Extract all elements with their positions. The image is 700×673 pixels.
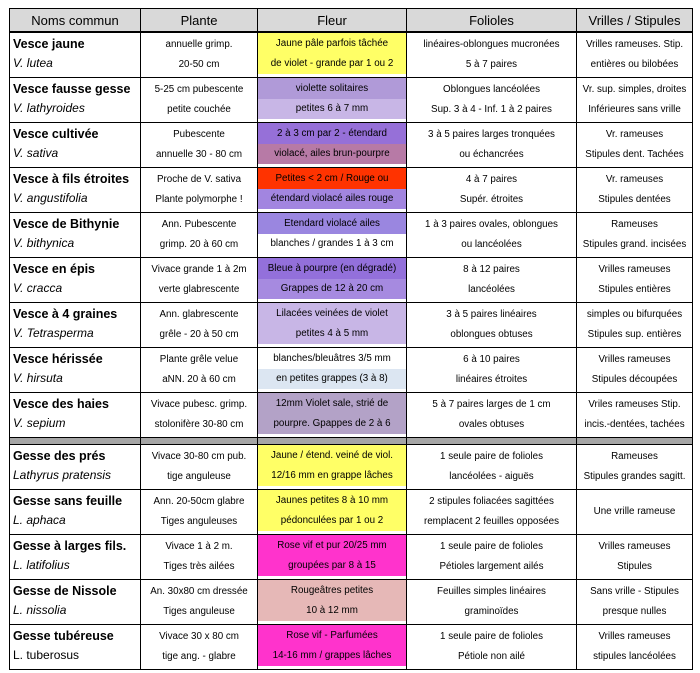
folioles-cell [407, 168, 577, 213]
latin-name: V. bithynica [13, 236, 75, 250]
folioles-line: lancéolées - aiguës [449, 471, 534, 482]
table-row [10, 213, 693, 258]
folioles-cell [407, 535, 577, 580]
vrilles-line: Vr. rameuses [605, 174, 664, 185]
folioles-line: 4 à 7 paires [465, 174, 518, 185]
folioles-line: graminoïdes [464, 606, 519, 617]
species-name-cell [10, 535, 141, 580]
folioles-line: 6 à 10 paires [463, 354, 520, 365]
vrilles-line: Vrilles rameuses [598, 354, 671, 365]
species-name-cell [10, 168, 141, 213]
fleur-line: groupées par 8 à 15 [258, 556, 406, 576]
fleur-cell [258, 258, 407, 303]
fleur-cell [258, 213, 407, 258]
plante-line: Proche de V. sativa [156, 174, 242, 185]
plante-line: grêle - 20 à 50 cm [159, 329, 239, 340]
plante-line: Vivace 1 à 2 m. [165, 541, 233, 552]
folioles-line: oblongues obtuses [450, 329, 533, 340]
plante-line: Plante grêle velue [159, 354, 239, 365]
latin-name: V. sepium [13, 416, 66, 430]
vrilles-cell [577, 580, 693, 625]
common-name: Vesce de Bithynie [13, 217, 120, 231]
fleur-cell [258, 445, 407, 490]
plante-cell [141, 490, 258, 535]
folioles-line: ou lancéolées [461, 239, 522, 250]
latin-name: L. aphaca [13, 513, 66, 527]
folioles-line: 3 à 5 paires linéaires [446, 309, 537, 320]
common-name: Vesce des haies [13, 397, 109, 411]
fleur-line: Etendard violacé ailes [258, 213, 406, 234]
plante-cell [141, 625, 258, 670]
plante-line: Pubescente [173, 129, 225, 140]
folioles-line: 1 seule paire de folioles [440, 631, 543, 642]
vrilles-line: simples ou bifurquées [586, 309, 683, 320]
vrilles-cell [577, 535, 693, 580]
fleur-cell [258, 625, 407, 670]
vrilles-line: Rameuses [611, 219, 658, 230]
vrilles-line: Rameuses [611, 451, 658, 462]
latin-name: V. cracca [13, 281, 63, 295]
folioles-cell [407, 258, 577, 303]
vrilles-line: Stipules dent. Tachées [585, 149, 684, 160]
vrilles-line: Vrilles rameuses. Stip. [585, 39, 684, 50]
folioles-line: 5 à 7 paires [465, 59, 518, 70]
table-row [10, 168, 693, 213]
vrilles-line: Vr. rameuses [605, 129, 664, 140]
vrilles-line: Stipules entières [598, 284, 671, 295]
common-name: Vesce cultivée [13, 127, 99, 141]
latin-name: V. hirsuta [13, 371, 63, 385]
fleur-line: en petites grappes (3 à 8) [258, 369, 406, 389]
header-row [10, 9, 693, 33]
folioles-line: lancéolées [468, 284, 515, 295]
common-name: Vesce en épis [13, 262, 96, 276]
folioles-line: Pétiole non ailé [458, 651, 525, 662]
fleur-line: Rougeâtres petites [258, 580, 406, 601]
plante-cell [141, 303, 258, 348]
folioles-line: ovales obtuses [458, 419, 525, 430]
plante-cell [141, 393, 258, 438]
plante-line: Tiges anguleuse [163, 606, 235, 617]
vrilles-line: Stipules sup. entières [587, 329, 682, 340]
plante-line: Vivace 30 x 80 cm [159, 631, 239, 642]
folioles-cell [407, 123, 577, 168]
fleur-line: de violet - grande par 1 ou 2 [258, 54, 406, 74]
plante-line: petite couchée [167, 104, 231, 115]
separator-cell [10, 438, 141, 445]
vrilles-cell [577, 168, 693, 213]
vrilles-line: Vrilles rameuses [598, 264, 671, 275]
table-row [10, 348, 693, 393]
folioles-cell [407, 213, 577, 258]
folioles-line: Supér. étroites [459, 194, 524, 205]
fleur-cell [258, 490, 407, 535]
plante-cell [141, 32, 258, 78]
plante-cell [141, 123, 258, 168]
common-name: Gesse des prés [13, 449, 106, 463]
vrilles-line: Stipules découpées [591, 374, 678, 385]
latin-name: V. lutea [13, 56, 53, 70]
species-name-cell [10, 445, 141, 490]
separator-cell [577, 438, 693, 445]
species-name-cell [10, 258, 141, 303]
fleur-line: 10 à 12 mm [258, 601, 406, 621]
plante-line: tige ang. - glabre [162, 651, 236, 662]
folioles-line: ou échancrées [459, 149, 524, 160]
latin-name: V. sativa [13, 146, 59, 160]
table-row [10, 445, 693, 490]
folioles-cell [407, 490, 577, 535]
species-name-cell [10, 580, 141, 625]
vrilles-cell [577, 348, 693, 393]
folioles-line: 3 à 5 paires larges tronquées [428, 129, 555, 140]
group-separator [10, 438, 693, 445]
species-name-cell [10, 32, 141, 78]
common-name: Vesce hérissée [13, 352, 103, 366]
vrilles-line: Une vrille rameuse [593, 506, 676, 517]
species-name-cell [10, 393, 141, 438]
vrilles-line: stipules lancéolées [593, 651, 676, 662]
fleur-cell [258, 123, 407, 168]
fleur-cell [258, 32, 407, 78]
vrilles-cell [577, 445, 693, 490]
separator-cell [258, 438, 407, 445]
folioles-line: 8 à 12 paires [463, 264, 520, 275]
folioles-cell [407, 348, 577, 393]
fleur-cell [258, 348, 407, 393]
folioles-cell [407, 78, 577, 123]
plante-cell [141, 168, 258, 213]
fleur-cell [258, 393, 407, 438]
fleur-line: violette solitaires [258, 78, 406, 99]
common-name: Gesse à larges fils. [13, 539, 127, 553]
table-row [10, 32, 693, 78]
vrilles-cell [577, 393, 693, 438]
plante-line: aNN. 20 à 60 cm [162, 374, 236, 385]
plante-line: Vivace pubesc. grimp. [150, 399, 248, 410]
plante-line: verte glabrescente [158, 284, 240, 295]
folioles-cell [407, 32, 577, 78]
species-name-cell [10, 625, 141, 670]
species-name-cell [10, 303, 141, 348]
vrilles-cell [577, 490, 693, 535]
folioles-line: Sup. 3 à 4 - Inf. 1 à 2 paires [431, 104, 552, 115]
fleur-cell [258, 580, 407, 625]
vrilles-cell [577, 123, 693, 168]
table-body [10, 32, 693, 670]
plante-line: Tiges très ailées [163, 561, 235, 572]
plante-line: Ann. Pubescente [161, 219, 237, 230]
fleur-line: violacé, ailes brun-pourpre [258, 144, 406, 164]
plante-cell [141, 535, 258, 580]
plante-line: Vivace grande 1 à 2m [151, 264, 247, 275]
header-noms-commun: Noms commun [10, 9, 141, 33]
header-plante: Plante [141, 9, 258, 33]
common-name: Vesce fausse gesse [13, 82, 131, 96]
plante-line: 5-25 cm pubescente [154, 84, 244, 95]
common-name: Gesse tubéreuse [13, 629, 114, 643]
folioles-cell [407, 445, 577, 490]
vrilles-line: Stipules grandes sagitt. [583, 471, 686, 482]
fleur-line: Bleue à pourpre (en dégradé) [258, 258, 406, 279]
table-row [10, 303, 693, 348]
table-row [10, 123, 693, 168]
fleur-cell [258, 168, 407, 213]
vrilles-line: entières ou bilobées [590, 59, 679, 70]
vrilles-line: Vrilles rameuses [598, 631, 671, 642]
header-fleur: Fleur [258, 9, 407, 33]
plante-line: 20-50 cm [178, 59, 220, 70]
plant-comparison-table [9, 8, 693, 670]
separator-cell [141, 438, 258, 445]
table-row [10, 535, 693, 580]
vrilles-cell [577, 78, 693, 123]
fleur-line: blanches/bleuâtres 3/5 mm [258, 348, 406, 369]
plante-line: annuelle grimp. [165, 39, 233, 50]
fleur-line: 14-16 mm / grappes lâches [258, 646, 406, 666]
fleur-line: pédonculées par 1 ou 2 [258, 511, 406, 531]
folioles-line: 5 à 7 paires larges de 1 cm [432, 399, 551, 410]
plante-cell [141, 258, 258, 303]
vrilles-line: incis.-dentées, tachées [584, 419, 685, 430]
table-row [10, 580, 693, 625]
fleur-line: Jaunes petites 8 à 10 mm [258, 490, 406, 511]
latin-name: V. lathyroides [13, 101, 85, 115]
fleur-line: Jaune pâle parfois tâchée [258, 33, 406, 54]
table-row [10, 393, 693, 438]
vrilles-line: Inférieures sans vrille [588, 104, 681, 115]
table-row [10, 490, 693, 535]
vrilles-line: Vrilles rameuses [598, 541, 671, 552]
folioles-line: Pétioles largement ailés [439, 561, 544, 572]
folioles-line: remplacent 2 feuilles opposées [423, 516, 560, 527]
plante-line: Vivace 30-80 cm pub. [151, 451, 247, 462]
plante-line: An. 30x80 cm dressée [150, 586, 248, 597]
vrilles-line: Stipules grand. incisées [582, 239, 687, 250]
fleur-line: 12/16 mm en grappe lâches [258, 466, 406, 486]
latin-name: V. Tetrasperma [13, 326, 94, 340]
plante-cell [141, 78, 258, 123]
latin-name: L. tuberosus [13, 648, 80, 662]
common-name: Vesce jaune [13, 37, 85, 51]
vrilles-line: presque nulles [602, 606, 667, 617]
plante-line: annuelle 30 - 80 cm [155, 149, 243, 160]
latin-name: L. latifolius [13, 558, 70, 572]
fleur-line: petites 4 à 5 mm [258, 324, 406, 344]
header-folioles: Folioles [407, 9, 577, 33]
species-name-cell [10, 123, 141, 168]
species-name-cell [10, 213, 141, 258]
plante-line: grimp. 20 à 60 cm [159, 239, 239, 250]
folioles-line: Oblongues lancéolées [443, 84, 540, 95]
species-name-cell [10, 78, 141, 123]
fleur-line: étendard violacé ailes rouge [258, 189, 406, 209]
fleur-line: blanches / grandes 1 à 3 cm [258, 234, 406, 254]
fleur-line: Lilacées veinées de violet [258, 303, 406, 324]
fleur-line: Jaune / étend. veiné de viol. [258, 445, 406, 466]
header-vrilles-stipules: Vrilles / Stipules [577, 9, 693, 33]
folioles-line: linéaires étroites [455, 374, 528, 385]
fleur-line: Rose vif - Parfumées [258, 625, 406, 646]
fleur-cell [258, 78, 407, 123]
vrilles-line: Vriles rameuses Stip. [588, 399, 681, 410]
latin-name: L. nissolia [13, 603, 67, 617]
plante-line: stolonifère 30-80 cm [154, 419, 244, 430]
folioles-cell [407, 303, 577, 348]
species-name-cell [10, 348, 141, 393]
vrilles-cell [577, 32, 693, 78]
plante-line: tige anguleuse [167, 471, 231, 482]
vrilles-line: Stipules [617, 561, 652, 572]
plante-cell [141, 580, 258, 625]
common-name: Vesce à fils étroites [13, 172, 130, 186]
latin-name: V. angustifolia [13, 191, 88, 205]
vrilles-line: Sans vrille - Stipules [590, 586, 679, 597]
folioles-line: Feuilles simples linéaires [437, 586, 546, 597]
common-name: Gesse de Nissole [13, 584, 117, 598]
folioles-cell [407, 625, 577, 670]
table-row [10, 78, 693, 123]
vrilles-cell [577, 303, 693, 348]
plante-line: Ann. 20-50cm glabre [153, 496, 245, 507]
fleur-line: 2 à 3 cm par 2 - étendard [258, 123, 406, 144]
plante-cell [141, 348, 258, 393]
plante-cell [141, 213, 258, 258]
common-name: Gesse sans feuille [13, 494, 123, 508]
vrilles-cell [577, 258, 693, 303]
folioles-line: 1 à 3 paires ovales, oblongues [425, 219, 558, 230]
folioles-cell [407, 580, 577, 625]
vrilles-line: Stipules dentées [598, 194, 671, 205]
plante-line: Ann. glabrescente [159, 309, 239, 320]
latin-name: Lathyrus pratensis [13, 468, 112, 482]
folioles-cell [407, 393, 577, 438]
plante-cell [141, 445, 258, 490]
plante-line: Tiges anguleuses [160, 516, 238, 527]
fleur-line: pourpre. Gpappes de 2 à 6 [258, 414, 406, 434]
fleur-line: Rose vif et pur 20/25 mm [258, 535, 406, 556]
vrilles-line: Vr. sup. simples, droites [582, 84, 687, 95]
separator-cell [407, 438, 577, 445]
folioles-line: linéaires-oblongues mucronées [423, 39, 560, 50]
common-name: Vesce à 4 graines [13, 307, 118, 321]
fleur-line: Petites < 2 cm / Rouge ou [258, 168, 406, 189]
table-row [10, 625, 693, 670]
folioles-line: 2 stipules foliacées sagittées [429, 496, 554, 507]
fleur-cell [258, 303, 407, 348]
vrilles-cell [577, 213, 693, 258]
fleur-line: Grappes de 12 à 20 cm [258, 279, 406, 299]
plante-line: Plante polymorphe ! [155, 194, 243, 205]
vrilles-cell [577, 625, 693, 670]
fleur-line: 12mm Violet sale, strié de [258, 393, 406, 414]
table-row [10, 258, 693, 303]
species-name-cell [10, 490, 141, 535]
folioles-line: 1 seule paire de folioles [440, 451, 543, 462]
fleur-line: petites 6 à 7 mm [258, 99, 406, 119]
folioles-line: 1 seule paire de folioles [440, 541, 543, 552]
fleur-cell [258, 535, 407, 580]
